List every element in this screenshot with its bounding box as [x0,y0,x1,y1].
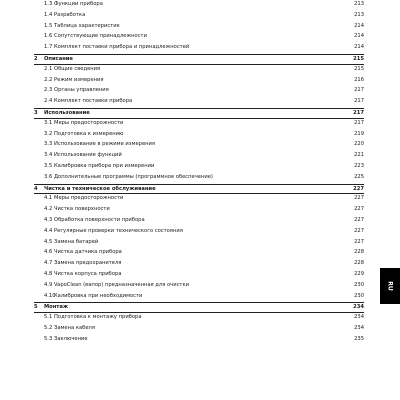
toc-page-number: 214 [354,22,364,29]
toc-title: Чистка поверхности [54,206,110,213]
toc-title: Меры предосторожности [54,195,124,202]
toc-title: Использование [44,110,90,116]
toc-section-row [34,292,364,301]
toc-page-number: 227 [354,217,364,223]
toc-number: 5 [34,304,38,311]
toc-title: Комплект поставки прибора и принадлежностей [54,44,190,51]
toc-number: 4.2 [44,206,53,213]
toc-title: VapoClean (вапор) предназначенная для очистки [54,281,189,288]
toc-number: 2.4 [44,98,53,105]
toc-section-row [34,43,364,52]
toc-page-number: 227 [353,185,364,192]
toc-page-number: 213 [354,11,364,18]
toc-page-number: 214 [354,44,364,51]
toc-title: Калибровка прибора при измерении [54,163,155,169]
toc-number: 2.2 [44,76,53,83]
toc-number: 4.9 [44,281,53,288]
toc-number: 4.5 [44,238,53,245]
toc-title: Органы управления [54,87,109,94]
toc-number: 4.6 [44,249,53,256]
language-tab [380,268,400,304]
toc-section-row [34,335,364,344]
toc-page-number: 225 [354,173,364,180]
toc-page-number: 235 [354,335,364,342]
toc-title: Чистка и техническое обслуживание [44,185,156,192]
toc-number: 3.4 [44,152,53,159]
toc-page-number: 217 [353,110,364,116]
toc-number: 1.3 [44,1,53,7]
toc-page-number: 221 [354,152,364,159]
toc-number: 5.1 [44,314,53,321]
toc-section-row [34,173,364,182]
toc-title: Калибровка при необходимости [54,292,143,299]
toc-number: 2.3 [44,87,53,94]
toc-page-number: 230 [354,292,364,299]
toc-section-row [34,0,364,9]
toc-section-row [34,270,364,279]
toc-title: Таблица характеристик [54,22,120,29]
toc-title: Разработка [54,11,86,18]
toc-section-row [34,227,364,236]
toc-section-row [34,97,364,106]
toc-page-number: 215 [354,65,364,72]
toc-section-row [34,11,364,20]
toc-section-row [34,65,364,74]
language-tab-label: RU [386,281,394,291]
toc-title: Замена батарей [54,238,99,245]
toc-title: Монтаж [44,304,68,311]
toc-number: 2 [34,56,38,62]
toc-section-row [34,248,364,257]
toc-number: 4.8 [44,271,53,277]
toc-section-row [34,130,364,139]
toc-page-number: 214 [354,33,364,40]
toc-section-row [34,140,364,149]
toc-section-row [34,205,364,214]
toc-page-number: 227 [354,195,364,202]
toc-section-row [34,194,364,203]
toc-title: Режим измерения [54,76,104,83]
toc-page-number: 229 [354,271,364,277]
toc-number: 3.6 [44,173,53,180]
toc-page-number: 217 [354,87,364,94]
toc-number: 4.7 [44,260,53,267]
toc-number: 4.1 [44,195,53,202]
toc-title: Общие сведения [54,65,101,72]
toc-section-row [34,162,364,171]
toc-number: 1.6 [44,33,53,40]
toc-title: Регулярные проверки технического состояния [54,227,183,234]
toc-number: 1.4 [44,11,53,18]
toc-page-number: 227 [354,227,364,234]
toc-section-row [34,76,364,85]
toc-chapter-row [34,184,364,195]
toc-section-row [34,216,364,225]
toc-title: Использование функций [54,152,122,159]
toc-title: Замена кабеля [54,325,95,331]
toc-title: Функции прибора [54,1,103,7]
toc-number: 3 [34,110,38,116]
toc-chapter-row [34,54,364,65]
toc-section-row [34,32,364,41]
toc-number: 4.4 [44,227,53,234]
toc-chapter-row [34,108,364,119]
toc-title: Обработка поверхности прибора [54,217,145,223]
toc-number: 2.1 [44,65,53,72]
toc-section-row [34,22,364,31]
toc-section-row [34,324,364,333]
toc-number: 1.7 [44,44,53,51]
toc-page-number: 227 [354,206,364,213]
toc-page-number: 220 [354,141,364,148]
toc-section-row [34,119,364,128]
toc-section-row [34,281,364,290]
toc-title: Замена предохранителя [54,260,122,267]
toc-section-row [34,259,364,268]
toc-number: 5.3 [44,335,53,342]
toc-page-number: 227 [354,238,364,245]
toc-page-number: 230 [354,281,364,288]
toc-title: Комплект поставки прибора [54,98,133,105]
toc-title: Меры предосторожности [54,119,124,126]
toc-number: 4 [34,185,38,192]
toc-title: Чистка корпуса прибора [54,271,122,277]
toc-page-number: 216 [354,76,364,83]
toc-page-number: 213 [354,1,364,7]
toc-title: Сопутствующие принадлежности [54,33,147,40]
toc-page-number: 234 [353,304,364,311]
toc-number: 4.3 [44,217,53,223]
toc-title: Чистка датчика прибора [54,249,122,256]
toc-title: Использование в режиме измерения [54,141,156,148]
toc-section-row [34,86,364,95]
toc-page-number: 217 [354,98,364,105]
toc-page-number: 234 [354,314,364,321]
toc-page-number: 217 [354,119,364,126]
toc-page-number: 228 [354,249,364,256]
toc-section-row [34,151,364,160]
toc-number: 3.5 [44,163,53,169]
toc-title: Описание [44,56,73,62]
toc-page-number: 228 [354,260,364,267]
toc-title: Подготовка к измерению [54,130,124,137]
toc-number: 1.5 [44,22,53,29]
toc-number: 3.3 [44,141,53,148]
toc-page-number: 234 [354,325,364,331]
toc-number: 5.2 [44,325,53,331]
toc-chapter-row [34,302,364,313]
toc-page-number: 219 [354,130,364,137]
toc-number: 3.2 [44,130,53,137]
toc-section-row [34,313,364,322]
toc-page-number: 215 [353,56,364,62]
toc-title: Дополнительные программы (программное обеспечение) [54,173,213,180]
toc-section-row [34,238,364,247]
toc-number: 4.10 [44,292,56,299]
toc-title: Заключение [54,335,88,342]
toc-page-number: 223 [354,163,364,169]
toc-title: Подготовка к монтажу прибора [54,314,142,321]
toc-number: 3.1 [44,119,53,126]
